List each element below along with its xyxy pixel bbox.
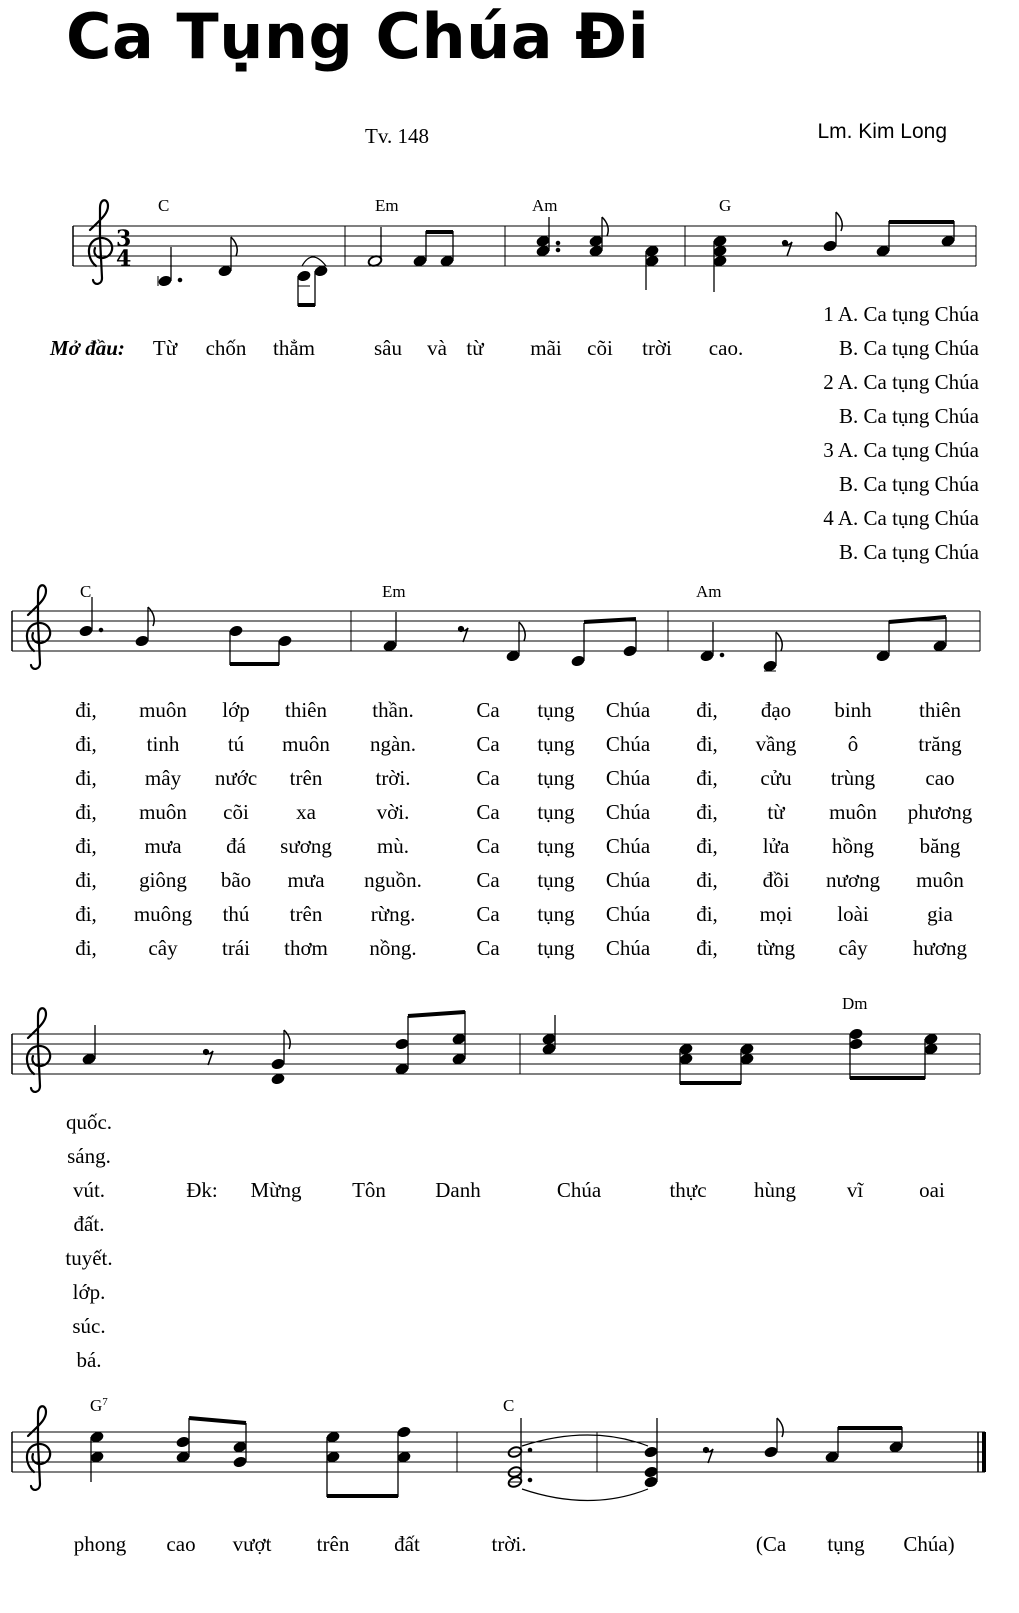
lyric-word: thiên	[285, 698, 327, 722]
lyric-word: Chúa	[605, 902, 651, 926]
lyric-word: cây	[838, 936, 868, 960]
lyric-word: tụng	[537, 936, 575, 960]
lyric-word: cửu	[760, 766, 792, 790]
lyric-word: trái	[222, 936, 250, 960]
lyric-word: ô	[847, 732, 859, 756]
notes-system-4	[90, 1418, 903, 1501]
verse-start: 3 A. Ca tụng Chúa	[823, 438, 979, 462]
lyric-word: và	[427, 336, 447, 360]
notes-measure-2	[367, 227, 454, 267]
lyric-word: Tôn	[352, 1178, 386, 1202]
lyric-word: thực	[669, 1178, 707, 1202]
chord-symbol: Em	[382, 582, 406, 601]
verse-start: B. Ca tụng Chúa	[839, 404, 979, 428]
lyric-word: đi,	[696, 902, 718, 926]
verse-ending: quốc.	[65, 1110, 113, 1134]
lyric-word: băng	[919, 834, 961, 858]
lyric-word: đi,	[696, 800, 718, 824]
lyric-word: trời	[642, 336, 672, 360]
lyric-word: ngàn.	[369, 732, 417, 756]
lyric-word: muôn	[282, 732, 330, 756]
verse-ending: lớp.	[72, 1280, 106, 1304]
lyric-word: xa	[296, 800, 316, 824]
lyric-word: đi,	[75, 766, 97, 790]
lyric-word: hồng	[832, 834, 874, 858]
verse-ending: đất.	[73, 1212, 105, 1236]
lyric-word: đi,	[75, 800, 97, 824]
refrain-label: Đk:	[186, 1178, 218, 1202]
lyric-word: cao	[925, 766, 955, 790]
composer: Lm. Kim Long	[817, 120, 947, 143]
lyric-word: tụng	[537, 732, 575, 756]
lyric-word: đi,	[696, 936, 718, 960]
treble-clef-icon	[27, 1008, 50, 1092]
lyric-word: vượt	[232, 1532, 272, 1556]
lyric-word: đi,	[696, 698, 718, 722]
lyric-word: tụng	[537, 902, 575, 926]
lyric-word: Chúa	[605, 800, 651, 824]
lyric-word: từ	[767, 800, 785, 824]
lyric-word: Ca	[476, 732, 500, 756]
lyric-word: tú	[227, 732, 245, 756]
lyric-word: trên	[289, 766, 323, 790]
staff-3	[12, 1034, 980, 1074]
chord-symbol: Dm	[842, 994, 868, 1013]
lyric-word: nương	[826, 868, 880, 892]
lyric-word: muôn	[829, 800, 877, 824]
lyric-word: Chúa	[605, 936, 651, 960]
notes-measure-3	[536, 217, 659, 290]
lyric-word: nước	[214, 766, 258, 790]
lyric-word: thần.	[372, 698, 414, 722]
lyric-word: Mừng	[250, 1178, 302, 1202]
lyric-word: Chúa)	[903, 1532, 955, 1556]
lyric-word: Ca	[476, 936, 500, 960]
lyric-word: mọi	[759, 902, 793, 926]
lyric-word: muông	[133, 902, 193, 926]
lyric-word: mưa	[144, 834, 182, 858]
lyric-word: hương	[913, 936, 967, 960]
chord-symbol: Em	[375, 196, 399, 215]
lyric-word: đi,	[75, 868, 97, 892]
time-signature-bottom: 4	[116, 246, 132, 272]
lyric-word: đi,	[75, 936, 97, 960]
lyric-word: sâu	[374, 336, 402, 360]
lyric-word: mưa	[287, 868, 325, 892]
lyric-word: trăng	[918, 732, 962, 756]
lyric-word: trùng	[830, 766, 876, 790]
lyric-word: binh	[834, 698, 872, 722]
lyric-word: Chúa	[556, 1178, 602, 1202]
lyric-word: từng	[756, 936, 796, 960]
lyric-word: đi,	[75, 834, 97, 858]
lyric-word: thơm	[284, 936, 328, 960]
lyric-word: (Ca	[755, 1532, 787, 1556]
lyric-word: nồng.	[369, 936, 417, 960]
lyric-word: tụng	[537, 868, 575, 892]
chord-symbol: $G^7$	[90, 1396, 108, 1415]
lyric-word: mù.	[376, 834, 410, 858]
lyric-word: Ca	[476, 698, 500, 722]
verse-ending: sáng.	[67, 1144, 111, 1168]
lyric-word: tụng	[537, 800, 575, 824]
lyric-word: sương	[280, 834, 332, 858]
lyric-word: đi,	[75, 698, 97, 722]
time-signature-top: 3	[116, 226, 132, 252]
lyric-word: Chúa	[605, 766, 651, 790]
verse-start: 2 A. Ca tụng Chúa	[823, 370, 979, 394]
lyric-word: cao.	[708, 336, 744, 360]
verse-ending: vút.	[72, 1178, 106, 1202]
notes-system-2	[79, 597, 947, 672]
intro-label: Mở đầu:	[50, 336, 125, 360]
lyric-word: muôn	[139, 800, 187, 824]
notes-measure-1	[158, 237, 328, 306]
lyric-word: Ca	[476, 766, 500, 790]
lyric-word: phương	[907, 800, 973, 824]
notes-measure-4	[713, 212, 955, 292]
lyric-word: đá	[226, 834, 246, 858]
verse-ending: súc.	[72, 1314, 106, 1338]
lyric-word: trời.	[491, 1532, 527, 1556]
verse-ending: bá.	[76, 1348, 102, 1372]
lyric-word: bão	[220, 868, 252, 892]
verse-start: B. Ca tụng Chúa	[839, 540, 979, 564]
chord-symbol: G	[719, 196, 732, 215]
chord-symbol: C	[80, 582, 92, 601]
lyric-word: mãi	[530, 336, 562, 360]
chord-symbol: C	[503, 1396, 515, 1415]
lyric-word: đất	[394, 1532, 420, 1556]
lyric-word: đồi	[762, 868, 790, 892]
lyric-word: đi,	[696, 732, 718, 756]
lyric-word: đi,	[696, 834, 718, 858]
lyric-word: phong	[73, 1532, 127, 1556]
treble-clef-icon	[27, 1406, 50, 1490]
lyric-word: vĩ	[846, 1178, 864, 1202]
verse-start: 1 A. Ca tụng Chúa	[823, 302, 979, 326]
verse-start: 4 A. Ca tụng Chúa	[823, 506, 979, 530]
lyric-word: hùng	[754, 1178, 796, 1202]
lyric-word: tinh	[146, 732, 180, 756]
chord-symbol: Am	[532, 196, 558, 215]
lyric-word: oai	[919, 1178, 945, 1202]
lyric-word: trên	[316, 1532, 350, 1556]
lyric-word: gia	[927, 902, 953, 926]
lyric-word: tụng	[537, 766, 575, 790]
lyric-word: thẳm	[273, 336, 315, 360]
staff-2	[12, 611, 980, 651]
song-title: Ca Tụng Chúa Đi	[66, 0, 650, 73]
lyric-word: Ca	[476, 800, 500, 824]
lyric-word: Chúa	[605, 732, 651, 756]
lyric-word: giông	[139, 868, 187, 892]
lyric-word: tụng	[537, 834, 575, 858]
lyric-word: đi,	[75, 732, 97, 756]
lyric-word: muôn	[916, 868, 964, 892]
lyric-word: cây	[148, 936, 178, 960]
lyric-word: cao	[166, 1532, 196, 1556]
lyric-word: Ca	[476, 868, 500, 892]
lyric-word: mây	[144, 766, 182, 790]
lyric-word: trên	[289, 902, 323, 926]
lyric-word: nguồn.	[364, 868, 422, 892]
chord-symbol: C	[158, 196, 170, 215]
lyric-word: từ	[466, 336, 484, 360]
lyric-word: Ca	[476, 834, 500, 858]
lyric-word: vời.	[376, 800, 410, 824]
lyric-word: Từ	[152, 336, 178, 360]
lyric-word: trời.	[375, 766, 411, 790]
lyric-word: muôn	[139, 698, 187, 722]
lyric-word: lớp	[222, 698, 250, 722]
lyric-word: lửa	[762, 834, 790, 858]
staff-4	[12, 1432, 985, 1472]
lyric-word: tụng	[827, 1532, 865, 1556]
lyric-word: rừng.	[370, 902, 416, 926]
lyric-word: cõi	[223, 800, 249, 824]
lyric-word: cõi	[587, 336, 613, 360]
lyric-word: đi,	[696, 766, 718, 790]
lyric-word: tụng	[537, 698, 575, 722]
lyric-word: thiên	[919, 698, 961, 722]
lyric-word: đi,	[696, 868, 718, 892]
chord-symbol: Am	[696, 582, 722, 601]
treble-clef-icon	[89, 200, 112, 284]
lyric-word: thú	[222, 902, 250, 926]
staff-1	[73, 226, 976, 266]
verse-start: B. Ca tụng Chúa	[839, 336, 979, 360]
lyric-word: Chúa	[605, 868, 651, 892]
lyric-word: Chúa	[605, 698, 651, 722]
lyric-word: đạo	[760, 698, 792, 722]
verse-start: B. Ca tụng Chúa	[839, 472, 979, 496]
lyric-word: chốn	[205, 336, 247, 360]
lyric-word: loài	[837, 902, 869, 926]
lyric-word: vầng	[755, 732, 797, 756]
psalm-reference: Tv. 148	[365, 124, 429, 148]
lyric-word: đi,	[75, 902, 97, 926]
verse-ending: tuyết.	[65, 1246, 113, 1270]
lyric-word: Ca	[476, 902, 500, 926]
treble-clef-icon	[27, 585, 50, 669]
lyric-word: Chúa	[605, 834, 651, 858]
lyric-word: Danh	[435, 1178, 481, 1202]
